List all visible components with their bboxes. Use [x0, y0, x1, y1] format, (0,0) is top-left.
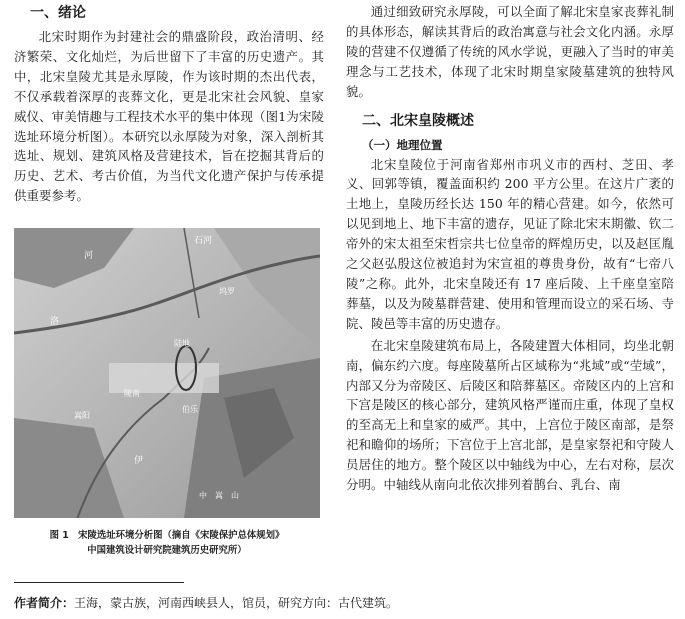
figure-caption-line2: 中国建筑设计研究院建筑历史研究所）	[87, 545, 247, 556]
figure-caption-line1: 图 1 宋陵选址环境分析图（摘自《宋陵保护总体规划》	[49, 530, 285, 541]
author-footnote	[14, 595, 674, 611]
map-label-shi: 石河	[194, 236, 213, 246]
map-label-zhongshan: 中 嵩 山	[199, 491, 239, 500]
left-column	[14, 0, 324, 206]
terrain-map-graphic	[14, 228, 320, 518]
geography-paragraph: 北宋皇陵位于河南省郑州市巩义市的西村、芝田、孝义、回郭等镇，覆盖面积约 200 平方公里。在这片广袤的土地上，皇陵历经长达 150 年的精心营建。如今，依然可以见到地上、地下丰富的遗存，见证了除北宋末期徽、钦二帝外的宋太祖至宋哲宗共七位皇帝的辉煌历史，以及赵匡胤之父赵弘殷这位被追封为宋宣祖的尊贵身份，故有“七帝八陵”之称。此外，北宋皇陵还有 17 座后陵、上千座皇室陪葬墓，以及为陵墓群营建、使用和管理而设立的采石场、寺院、陵邑等丰富的历史遗存。	[346, 156, 674, 331]
figure-caption	[14, 528, 320, 558]
site-environment-map	[14, 228, 320, 518]
map-label-ludi: 陆地	[174, 339, 190, 348]
footnote-divider	[14, 582, 184, 583]
map-label-d: 嵩阳	[74, 411, 90, 420]
map-label-c: 伯乐	[182, 405, 198, 414]
continued-paragraph: 通过细致研究永厚陵，可以全面了解北宋皇家丧葬礼制的具体形态，解读其背后的政治寓意与社会文化内涵。永厚陵的营建不仅遵循了传统的风水学说，更融入了当时的审美理念与工艺技术，体现了北宋时期皇家陵墓建筑的独特风貌。	[346, 4, 674, 99]
map-label-luo: 洛	[50, 317, 60, 327]
map-label-a: 坞罗	[219, 287, 235, 296]
map-label-yi: 伊	[134, 456, 144, 466]
subsection-geography-title: （一）地理位置	[362, 137, 443, 152]
section1-title: 一、绪论	[30, 5, 86, 21]
intro-paragraph: 北宋时期作为封建社会的鼎盛阶段，政治清明、经济繁荣、文化灿烂，为后世留下了丰富的历史遗产。其中，北宋皇陵尤其是永厚陵，作为该时期的杰出代表，不仅承载着深厚的丧葬文化，更是北宋社会风貌、皇家威仪、审美情趣与工程技术水平的集中体现（图1为宋陵选址环境分析图）。本研究以永厚陵为对象，深入剖析其选址、规划、建筑风格及营建技术，旨在挖掘其背后的历史、艺术、考古价值，为当代文化遗产保护与传承提供重要参考。	[14, 29, 324, 204]
author-info: 王海，蒙古族，河南西峡县人，馆员，研究方向：古代建筑。	[74, 596, 399, 610]
layout-paragraph: 在北宋皇陵建筑布局上，各陵建置大体相同，均坐北朝南，偏东约六度。每座陵墓所占区域称为“兆域”或“茔域”，内部又分为帝陵区、后陵区和陪葬墓区。帝陵区内的上宫和下宫是陵区的核心部分，建筑风格严谨而庄重，体现了皇权的至高无上和皇家的威严。其中，上宫位于陵区南部，是祭祀和瞻仰的场所；下宫位于上宫北部，是皇家祭祀和守陵人员居住的地方。整个陵区以中轴线为中心，左右对称，层次分明。中轴线从南向北依次排列着鹊台、乳台、南	[346, 337, 674, 493]
section2-title: 二、北宋皇陵概述	[362, 112, 474, 129]
map-label-b: 陵南	[124, 389, 140, 398]
right-column	[346, 0, 674, 495]
map-label-he: 河	[84, 251, 94, 261]
author-label: 作者简介：	[14, 596, 75, 610]
